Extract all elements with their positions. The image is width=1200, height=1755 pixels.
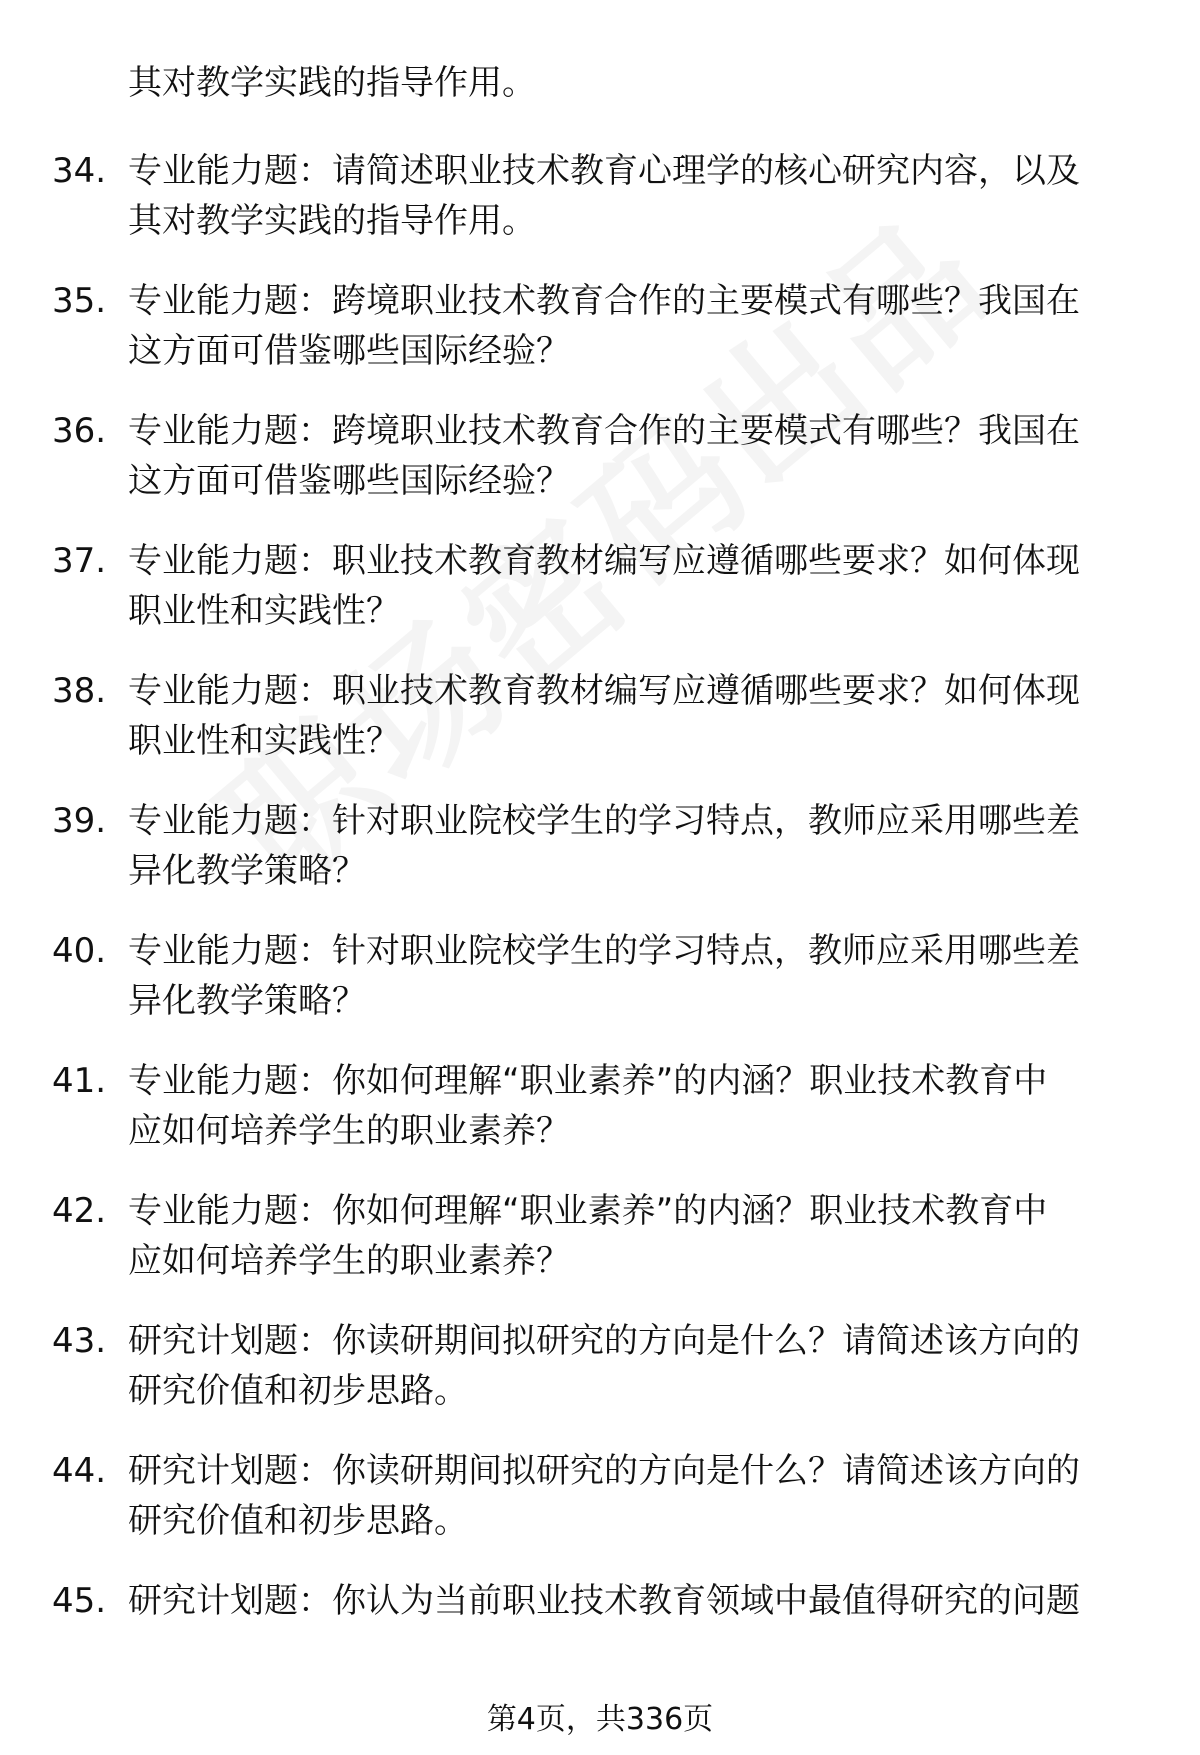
question-line: 应如何培养学生的职业素养？	[128, 1111, 570, 1151]
question-item	[0, 926, 1200, 1056]
question-item	[0, 1056, 1200, 1186]
question-line: 其对教学实践的指导作用。	[128, 201, 536, 241]
question-text	[128, 1056, 1138, 1156]
question-text	[128, 406, 1138, 506]
question-line: 专业能力题：跨境职业技术教育合作的主要模式有哪些？我国在	[128, 281, 1080, 321]
question-line: 专业能力题：针对职业院校学生的学习特点，教师应采用哪些差	[128, 801, 1080, 841]
question-number: 45.	[52, 1581, 107, 1621]
question-line: 研究计划题：你认为当前职业技术教育领域中最值得研究的问题	[128, 1581, 1080, 1621]
question-line: 研究计划题：你读研期间拟研究的方向是什么？请简述该方向的	[128, 1451, 1080, 1491]
question-line: 研究价值和初步思路。	[128, 1371, 468, 1411]
question-line: 这方面可借鉴哪些国际经验？	[128, 461, 570, 501]
question-line: 异化教学策略？	[128, 981, 366, 1021]
question-text	[128, 1186, 1138, 1286]
question-list	[0, 146, 1200, 1706]
question-line: 异化教学策略？	[128, 851, 366, 891]
question-item	[0, 1446, 1200, 1576]
question-text	[128, 926, 1138, 1026]
question-number: 44.	[52, 1451, 107, 1491]
question-line: 专业能力题：你如何理解“职业素养”的内涵？职业技术教育中	[128, 1191, 1048, 1231]
continuation-line: 其对教学实践的指导作用。	[128, 63, 536, 103]
question-line: 专业能力题：跨境职业技术教育合作的主要模式有哪些？我国在	[128, 411, 1080, 451]
question-line: 专业能力题：职业技术教育教材编写应遵循哪些要求？如何体现	[128, 671, 1080, 711]
question-line: 专业能力题：针对职业院校学生的学习特点，教师应采用哪些差	[128, 931, 1080, 971]
question-text	[128, 1446, 1138, 1546]
question-item	[0, 406, 1200, 536]
question-number: 36.	[52, 411, 107, 451]
question-number: 38.	[52, 671, 107, 711]
question-item	[0, 796, 1200, 926]
question-line: 专业能力题：请简述职业技术教育心理学的核心研究内容，以及	[128, 151, 1080, 191]
question-number: 34.	[52, 151, 107, 191]
question-line: 专业能力题：你如何理解“职业素养”的内涵？职业技术教育中	[128, 1061, 1048, 1101]
question-number: 37.	[52, 541, 107, 581]
question-text	[128, 276, 1138, 376]
question-line: 研究计划题：你读研期间拟研究的方向是什么？请简述该方向的	[128, 1321, 1080, 1361]
question-number: 41.	[52, 1061, 107, 1101]
question-item	[0, 146, 1200, 276]
question-number: 39.	[52, 801, 107, 841]
question-line: 专业能力题：职业技术教育教材编写应遵循哪些要求？如何体现	[128, 541, 1080, 581]
question-line: 职业性和实践性？	[128, 591, 400, 631]
question-line: 这方面可借鉴哪些国际经验？	[128, 331, 570, 371]
question-item	[0, 536, 1200, 666]
question-text	[128, 1576, 1138, 1626]
question-number: 40.	[52, 931, 107, 971]
question-text	[128, 796, 1138, 896]
question-item	[0, 1186, 1200, 1316]
question-text	[128, 666, 1138, 766]
question-item	[0, 1316, 1200, 1446]
question-line: 应如何培养学生的职业素养？	[128, 1241, 570, 1281]
page-footer: 第4页，共336页	[486, 1702, 714, 1737]
question-line: 研究价值和初步思路。	[128, 1501, 468, 1541]
question-line: 职业性和实践性？	[128, 721, 400, 761]
question-number: 42.	[52, 1191, 107, 1231]
question-text	[128, 536, 1138, 636]
question-number: 43.	[52, 1321, 107, 1361]
question-item	[0, 666, 1200, 796]
question-text	[128, 1316, 1138, 1416]
question-number: 35.	[52, 281, 107, 321]
question-item	[0, 276, 1200, 406]
question-item	[0, 1576, 1200, 1706]
question-text	[128, 146, 1138, 246]
